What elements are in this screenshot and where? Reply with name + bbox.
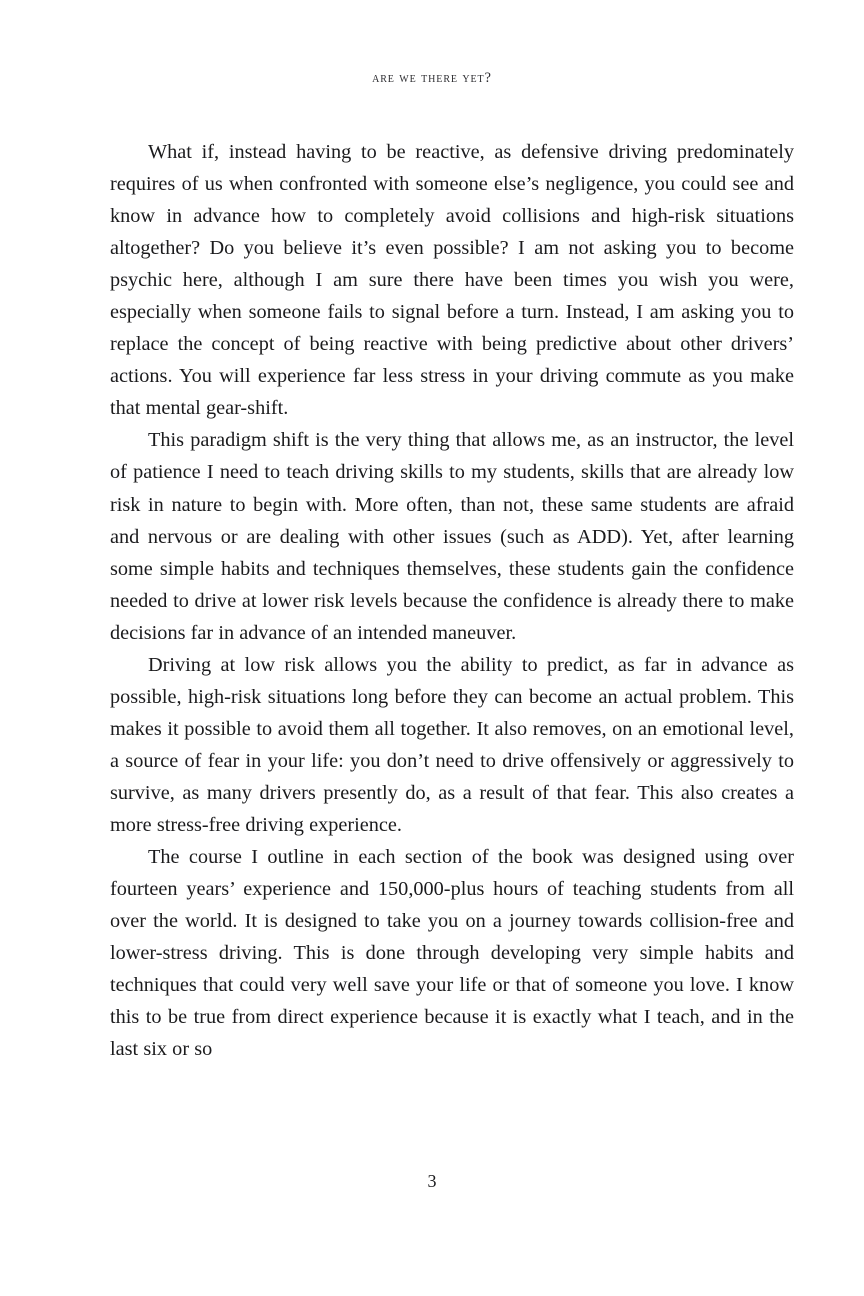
paragraph-4: The course I outline in each section of the book was designed using over fourteen years’ experience and 150,000-plus hours of teaching students from all over the world. It is designed to take you on a journey towards collision-free and lower-stress driving. This is done through developing very simple habits and techniques that could very well save your life or that of someone you love. I know this to be true from direct experience because it is exactly what I teach, and in the last six or so	[110, 846, 794, 1061]
running-head: are we there yet?	[372, 70, 492, 86]
page-number: 3	[427, 1171, 437, 1191]
paragraph-2: This paradigm shift is the very thing that allows me, as an instructor, the level of patience I need to teach driving skills to my students, skills that are already low risk in nature to begin with. More often, than not, these same students are afraid and nervous or are dealing with other issues (such as ADD). Yet, after learning some simple habits and techniques themselves, these students gain the confidence needed to drive at lower risk levels because the confidence is already there to make decisions far in advance of an intended maneuver.	[110, 429, 794, 644]
paragraph-1: What if, instead having to be reactive, as defensive driving predominately requires of us when confronted with someone else’s negligence, you could see and know in advance how to completely avoid collisions and high-risk situations altogether? Do you believe it’s even possible? I am not asking you to become psychic here, although I am sure there have been times you wish you were, especially when someone fails to signal before a turn. Instead, I am asking you to replace the concept of being reactive with being predictive about other drivers’ actions. You will experience far less stress in your driving commute as you make that mental gear-shift.	[110, 141, 794, 420]
body-text-block	[110, 136, 794, 1065]
paragraph-3: Driving at low risk allows you the ability to predict, as far in advance as possible, high-risk situations long before they can become an actual problem. This makes it possible to avoid them all together. It also removes, on an emotional level, a source of fear in your life: you don’t need to drive offensively or aggressively to survive, as many drivers presently do, as a result of that fear. This also creates a more stress-free driving experience.	[110, 653, 794, 836]
